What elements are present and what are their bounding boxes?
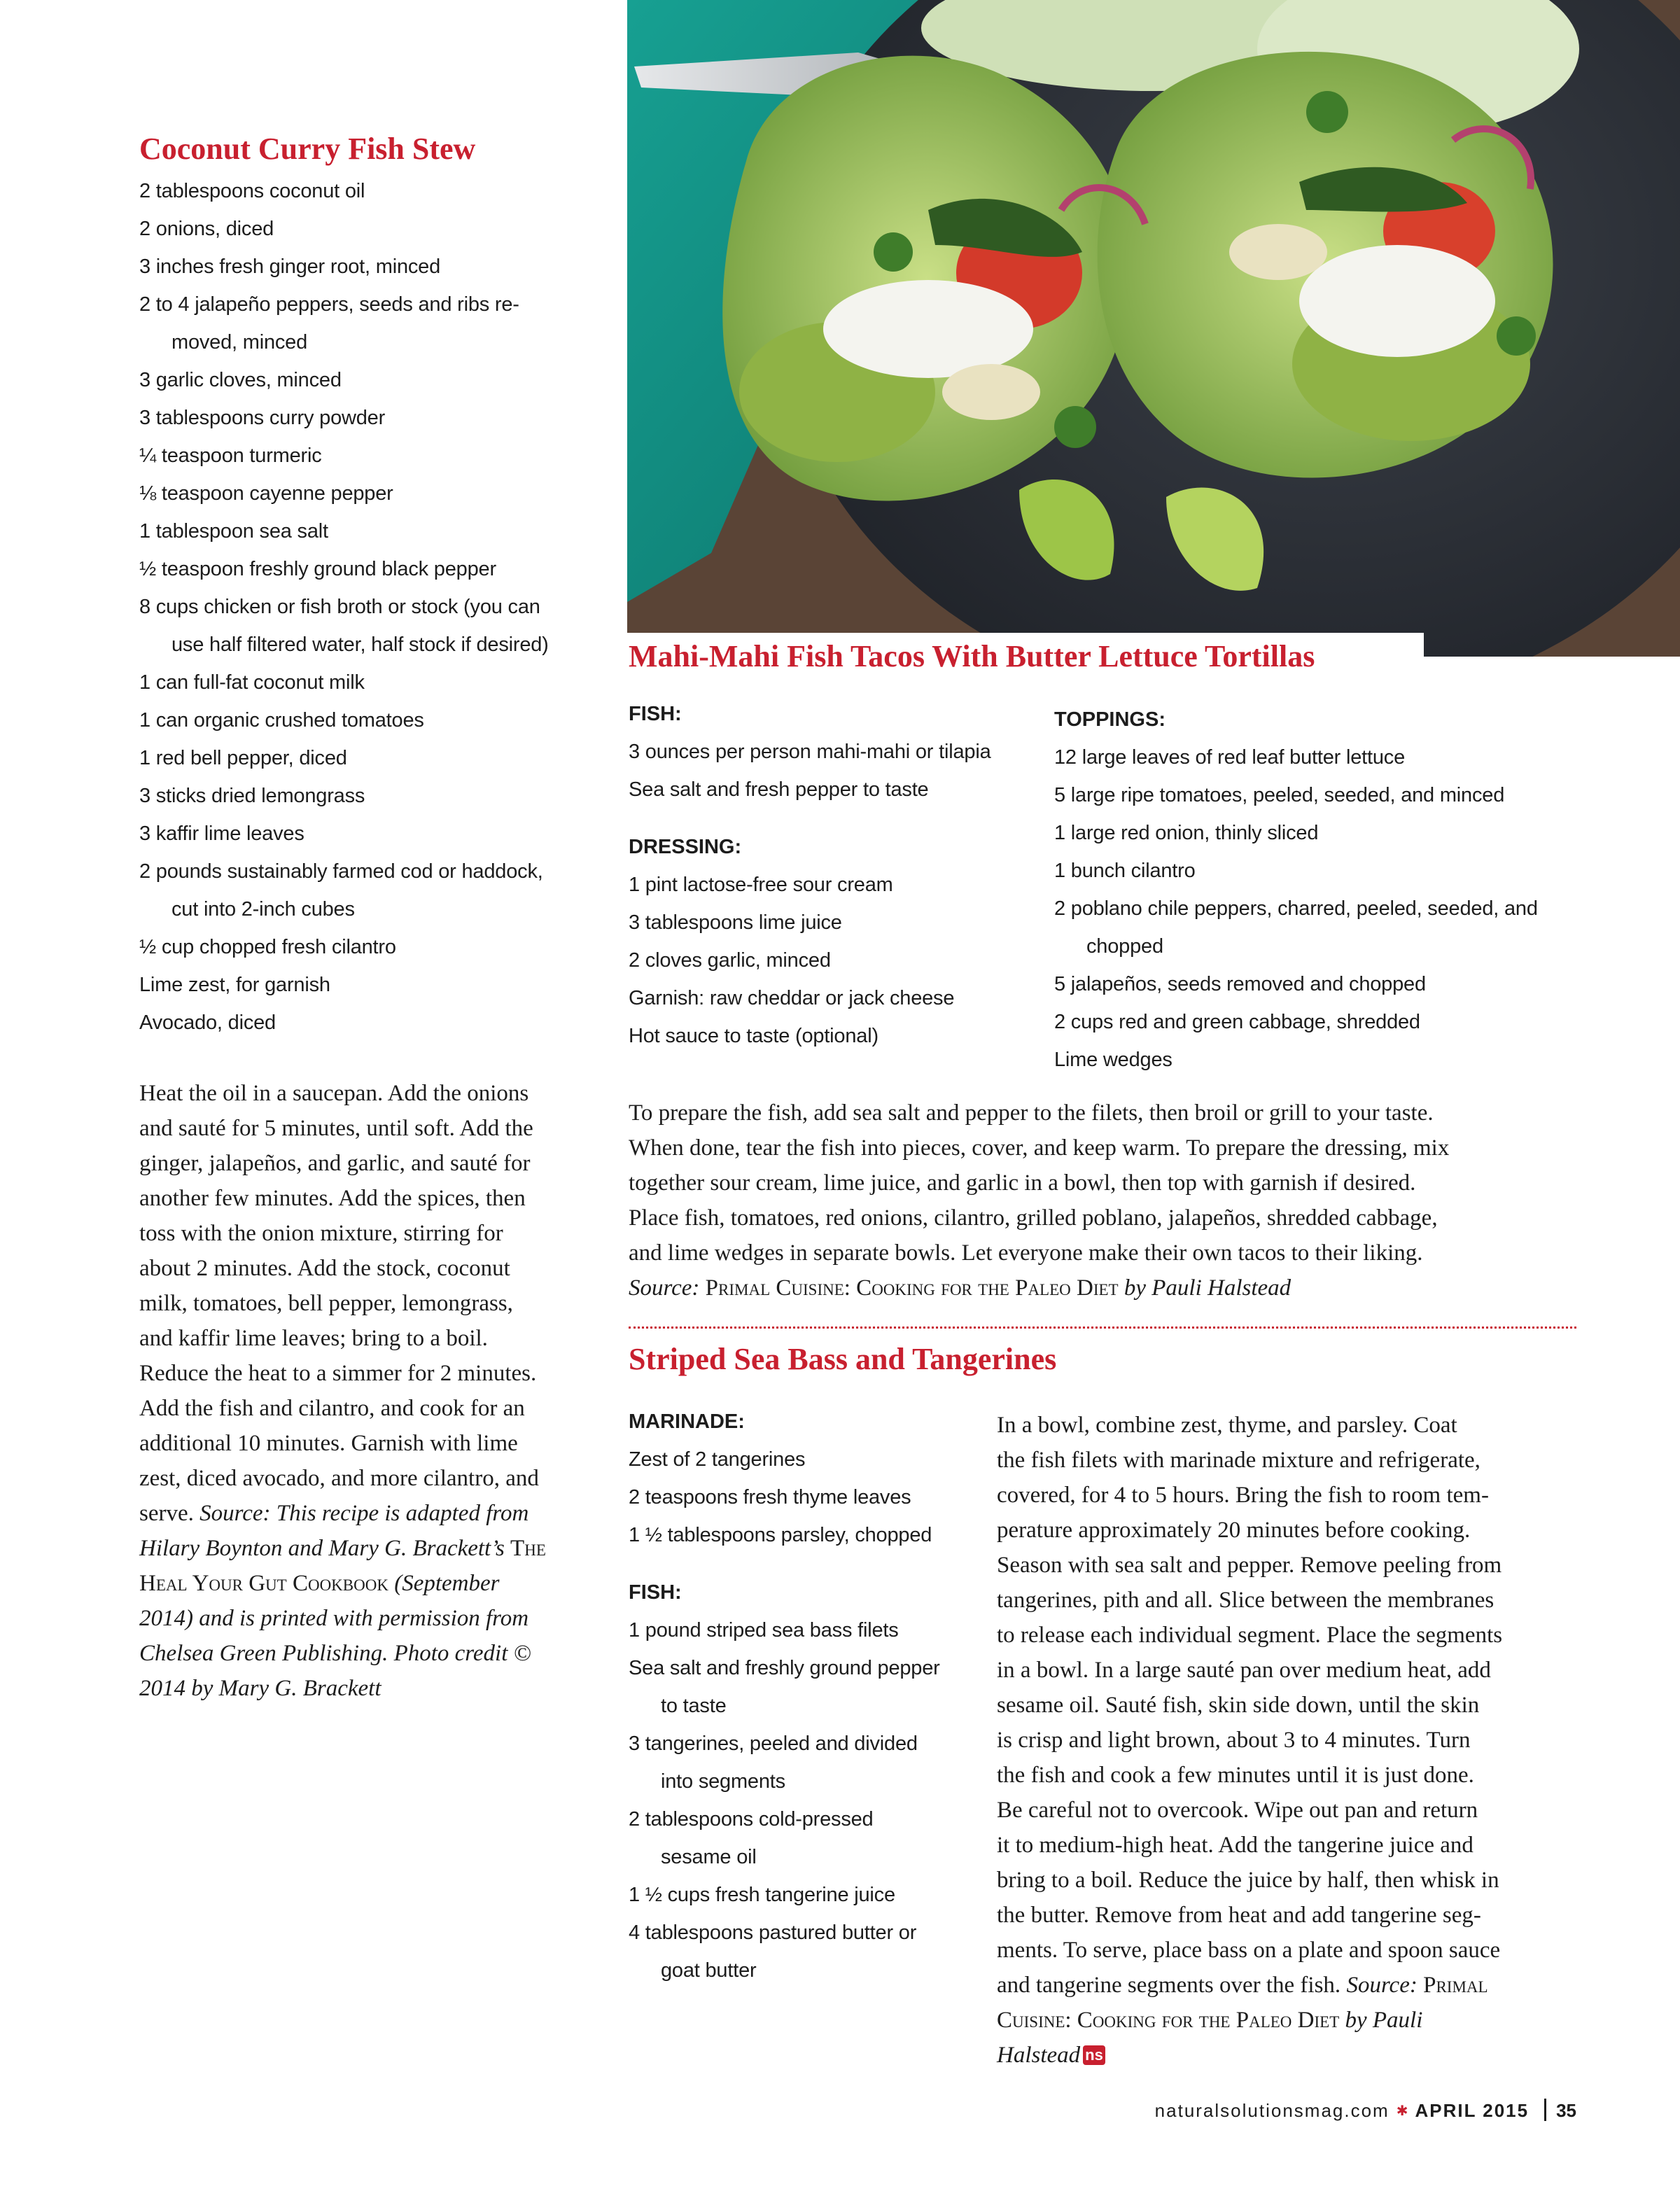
ingredient-item: Zest of 2 tangerines	[629, 1448, 806, 1471]
fish-ingredients	[629, 695, 991, 808]
ingredient-item: sesame oil	[661, 1846, 757, 1868]
ingredient-item: 1 ½ tablespoons parsley, chopped	[629, 1524, 932, 1546]
ingredient-item: 2 tablespoons cold-pressed	[629, 1808, 874, 1830]
method-line: in a bowl. In a large sauté pan over medium heat, add	[997, 1658, 1491, 1683]
method-line: and lime wedges in separate bowls. Let everyone make their own tacos to their liking.	[629, 1240, 1423, 1266]
method-line: about 2 minutes. Add the stock, coconut	[139, 1256, 510, 1281]
method-line: the butter. Remove from heat and add tangerine seg-	[997, 1903, 1481, 1928]
source-credit	[997, 2003, 1502, 2038]
ingredient-item: 8 cups chicken or fish broth or stock (you can	[139, 596, 540, 618]
ingredient-item: 1 can full-fat coconut milk	[139, 671, 365, 694]
method-line: perature approximately 20 minutes before cooking.	[997, 1518, 1471, 1543]
method-line: Place fish, tomatoes, red onions, cilantro, grilled poblano, jalapeños, shredded cabbage,	[629, 1205, 1438, 1231]
ingredient-item: 3 ounces per person mahi-mahi or tilapia	[629, 741, 991, 763]
fish-tacos-photo	[627, 0, 1680, 657]
ingredient-item: ⅛ teaspoon cayenne pepper	[139, 482, 393, 505]
ingredient-item: 3 garlic cloves, minced	[139, 369, 342, 391]
ingredient-item: 5 jalapeños, seeds removed and chopped	[1054, 973, 1426, 995]
book-title: The	[510, 1536, 546, 1561]
ingredient-item: Avocado, diced	[139, 1011, 276, 1034]
method-line: and sauté for 5 minutes, until soft. Add the	[139, 1116, 533, 1141]
recipe-title: Mahi-Mahi Fish Tacos With Butter Lettuce Tortillas	[629, 639, 1315, 673]
recipe-method	[139, 1076, 546, 1706]
method-line: Season with sea salt and pepper. Remove peeling from	[997, 1553, 1502, 1578]
method-line: to release each individual segment. Place the segments	[997, 1623, 1503, 1648]
method-line: ginger, jalapeños, and garlic, and sauté for	[139, 1151, 531, 1176]
method-line	[997, 1968, 1502, 2003]
photo-illustration	[627, 0, 1680, 657]
fish-ingredients	[629, 1574, 940, 1989]
method-line: bring to a boil. Reduce the juice by half, then whisk in	[997, 1868, 1499, 1893]
ingredient-item: Sea salt and freshly ground pepper	[629, 1657, 940, 1679]
section-label: DRESSING:	[629, 836, 742, 858]
method-line: together sour cream, lime juice, and garlic in a bowl, then top with garnish if desired.	[629, 1170, 1416, 1196]
method-line: In a bowl, combine zest, thyme, and parsley. Coat	[997, 1413, 1457, 1438]
ingredient-item: 1 pound striped sea bass filets	[629, 1619, 899, 1642]
section-label: FISH:	[629, 703, 682, 725]
method-line: tangerines, pith and all. Slice between the membranes	[997, 1588, 1494, 1613]
page-footer	[1155, 2099, 1576, 2122]
ingredient-item: 2 poblano chile peppers, charred, peeled, seeded, and	[1054, 897, 1538, 920]
ingredient-item: 2 teaspoons fresh thyme leaves	[629, 1486, 911, 1508]
website-url: naturalsolutionsmag.com	[1154, 2100, 1390, 2121]
ingredient-list	[139, 172, 549, 1042]
method-line: is crisp and light brown, about 3 to 4 minutes. Turn	[997, 1728, 1471, 1753]
ingredient-item: 3 tablespoons curry powder	[139, 407, 386, 429]
ingredient-item: 2 pounds sustainably farmed cod or haddock,	[139, 860, 543, 883]
recipe-title: Coconut Curry Fish Stew	[139, 132, 476, 166]
method-text: and tangerine segments over the fish.	[997, 1973, 1341, 1998]
ingredient-item: chopped	[1086, 935, 1163, 958]
method-line: Heat the oil in a saucepan. Add the onions	[139, 1081, 529, 1106]
source-credit	[139, 1566, 546, 1601]
method-line: sesame oil. Sauté fish, skin side down, until the skin	[997, 1693, 1480, 1718]
recipe-sea-bass	[629, 1340, 1056, 1379]
ingredient-item: moved, minced	[172, 331, 308, 354]
source-text: Halstead	[997, 2043, 1081, 2068]
ingredient-item: 2 to 4 jalapeño peppers, seeds and ribs re-	[139, 293, 519, 316]
section-label: FISH:	[629, 1581, 682, 1604]
ingredient-item: into segments	[661, 1770, 785, 1793]
ingredient-item: goat butter	[661, 1959, 757, 1982]
ingredient-item: 2 cups red and green cabbage, shredded	[1054, 1011, 1420, 1033]
source-credit: Source: This recipe is adapted from	[200, 1501, 529, 1526]
footer-divider	[1544, 2099, 1546, 2121]
ingredient-item: 1 tablespoon sea salt	[139, 520, 328, 542]
source-text: Source:	[1346, 1973, 1418, 1998]
recipe-title: Striped Sea Bass and Tangerines	[629, 1342, 1057, 1376]
source-text: by Pauli Halstead	[1124, 1275, 1292, 1301]
ingredient-item: 3 tangerines, peeled and divided	[629, 1732, 918, 1755]
source-credit	[997, 2038, 1502, 2073]
book-title: Primal Cuisine: Cooking for the Paleo Diet	[705, 1275, 1119, 1301]
ingredient-item: to taste	[661, 1695, 727, 1717]
source-credit	[139, 1531, 546, 1566]
ingredient-item: Lime wedges	[1054, 1049, 1172, 1071]
ingredient-item: 2 tablespoons coconut oil	[139, 180, 365, 202]
section-label: TOPPINGS:	[1054, 708, 1166, 731]
method-line	[139, 1496, 546, 1531]
recipe-method	[629, 1096, 1449, 1306]
ingredient-item: Sea salt and fresh pepper to taste	[629, 778, 929, 801]
source-credit: 2014) and is printed with permission from	[139, 1606, 529, 1631]
ingredient-item: 1 ½ cups fresh tangerine juice	[629, 1884, 895, 1906]
method-line: toss with the onion mixture, stirring for	[139, 1221, 503, 1246]
ns-logo-icon: ns	[1083, 2045, 1105, 2065]
ingredient-item: 1 large red onion, thinly sliced	[1054, 822, 1319, 844]
book-title: Heal Your Gut Cookbook	[139, 1571, 388, 1596]
method-line: zest, diced avocado, and more cilantro, and	[139, 1466, 539, 1491]
method-line: covered, for 4 to 5 hours. Bring the fish to room tem-	[997, 1483, 1489, 1508]
ingredient-item: ¼ teaspoon turmeric	[139, 444, 322, 467]
ingredient-item: ½ teaspoon freshly ground black pepper	[139, 558, 496, 580]
method-line: the fish filets with marinade mixture and refrigerate,	[997, 1448, 1480, 1473]
source-text: (September	[394, 1571, 500, 1596]
source-credit	[629, 1270, 1449, 1306]
ingredient-item: 2 onions, diced	[139, 218, 274, 240]
ingredient-item: 4 tablespoons pastured butter or	[629, 1921, 917, 1944]
method-line: another few minutes. Add the spices, then	[139, 1186, 526, 1211]
recipe-method	[997, 1408, 1502, 2073]
page-number: 35	[1556, 2100, 1576, 2121]
source-text: by Pauli	[1345, 2008, 1423, 2033]
book-title: Primal	[1423, 1973, 1488, 1998]
section-label: MARINADE:	[629, 1410, 745, 1433]
recipe-fish-tacos	[629, 637, 1315, 676]
method-line: Add the fish and cilantro, and cook for an	[139, 1396, 525, 1421]
ingredient-item: ½ cup chopped fresh cilantro	[139, 936, 396, 958]
ingredient-item: 1 red bell pepper, diced	[139, 747, 347, 769]
method-line: Reduce the heat to a simmer for 2 minutes.	[139, 1361, 537, 1386]
method-line: and kaffir lime leaves; bring to a boil.	[139, 1326, 488, 1351]
ingredient-item: 3 inches fresh ginger root, minced	[139, 255, 441, 278]
source-text: Source:	[629, 1275, 700, 1301]
toppings-ingredients	[1054, 701, 1538, 1079]
method-line: it to medium-high heat. Add the tangerine juice and	[997, 1833, 1474, 1858]
source-text: Hilary Boynton and Mary G. Brackett’s	[139, 1536, 505, 1561]
ingredient-item: cut into 2-inch cubes	[172, 898, 355, 920]
method-text: serve.	[139, 1501, 194, 1526]
recipe-coconut-curry	[139, 130, 475, 169]
ingredient-item: 1 can organic crushed tomatoes	[139, 709, 424, 732]
source-credit: Chelsea Green Publishing. Photo credit ©	[139, 1641, 531, 1666]
section-divider	[629, 1326, 1576, 1329]
star-icon: ✱	[1396, 2104, 1408, 2119]
ingredient-item: Hot sauce to taste (optional)	[629, 1025, 878, 1047]
ingredient-item: 3 kaffir lime leaves	[139, 822, 304, 845]
ingredient-item: Garnish: raw cheddar or jack cheese	[629, 987, 955, 1009]
ingredient-item: 1 bunch cilantro	[1054, 860, 1196, 882]
method-line: additional 10 minutes. Garnish with lime	[139, 1431, 518, 1456]
method-line: Be careful not to overcook. Wipe out pan and return	[997, 1798, 1478, 1823]
dressing-ingredients	[629, 828, 954, 1055]
ingredient-item: 3 sticks dried lemongrass	[139, 785, 365, 807]
method-line: the fish and cook a few minutes until it is just done.	[997, 1763, 1474, 1788]
book-title: Cuisine: Cooking for the Paleo Diet	[997, 2008, 1340, 2033]
ingredient-item: 1 pint lactose-free sour cream	[629, 874, 893, 896]
ingredient-item: Lime zest, for garnish	[139, 974, 330, 996]
method-line: To prepare the fish, add sea salt and pepper to the filets, then broil or grill to your taste.	[629, 1100, 1434, 1126]
source-credit: 2014 by Mary G. Brackett	[139, 1676, 382, 1701]
ingredient-item: 12 large leaves of red leaf butter lettuce	[1054, 746, 1406, 769]
method-line: milk, tomatoes, bell pepper, lemongrass,	[139, 1291, 513, 1316]
method-line: When done, tear the fish into pieces, cover, and keep warm. To prepare the dressing, mix	[629, 1135, 1450, 1161]
ingredient-item: 2 cloves garlic, minced	[629, 949, 831, 972]
marinade-ingredients	[629, 1403, 932, 1554]
issue-date: APRIL 2015	[1415, 2100, 1530, 2121]
ingredient-item: 3 tablespoons lime juice	[629, 911, 842, 934]
method-line: ments. To serve, place bass on a plate and spoon sauce	[997, 1938, 1501, 1963]
ingredient-item: use half filtered water, half stock if desired)	[172, 634, 549, 656]
ingredient-item: 5 large ripe tomatoes, peeled, seeded, and minced	[1054, 784, 1505, 806]
